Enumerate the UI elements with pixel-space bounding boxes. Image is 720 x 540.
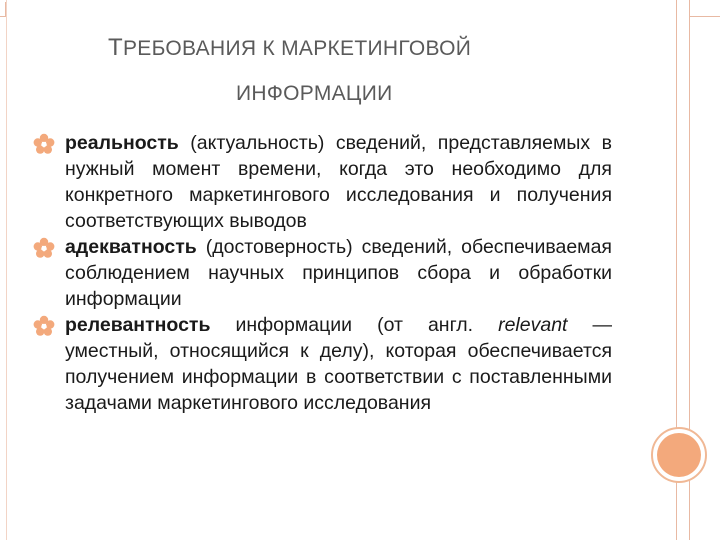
bullet-term: реальность [65, 132, 179, 154]
flower-bullet-icon [32, 133, 56, 155]
bullet-text: (актуальность) сведений, представляемых в нужный момент времени, когда это необходимо для конкретного маркетингового исследования и получения соответствующих выводов [65, 132, 612, 232]
bullet-term: адекватность [65, 236, 197, 258]
bullet-text: (достоверность) сведений, обеспечиваемая соблюдением научных принципов сбора и обработки информации [65, 236, 612, 310]
bullet-text: — уместный, относящийся к делу), которая обеспечивается получением информации в соответствии с поставленными задачами маркетингового исследования [65, 314, 612, 414]
bullet-item [32, 234, 612, 312]
decorative-circle [657, 433, 701, 477]
flower-bullet-icon [32, 237, 56, 259]
frame-corner-right [690, 2, 720, 17]
bullet-text: информации (от англ. [210, 314, 499, 336]
title-line-1-text: РЕБОВАНИЯ К МАРКЕТИНГОВОЙ [122, 37, 472, 60]
bullet-list [32, 130, 612, 416]
title-line-1 [108, 34, 471, 62]
bullet-item [32, 312, 612, 416]
bullet-italic-term: relevant [498, 314, 568, 336]
frame-left-line [0, 0, 7, 540]
bullet-term: релевантность [65, 314, 211, 336]
frame-corner-left [0, 2, 6, 17]
flower-bullet-icon [32, 315, 56, 337]
title-line-2: ИНФОРМАЦИИ [236, 82, 393, 105]
bullet-item [32, 130, 612, 234]
title-initial: Т [108, 34, 123, 61]
